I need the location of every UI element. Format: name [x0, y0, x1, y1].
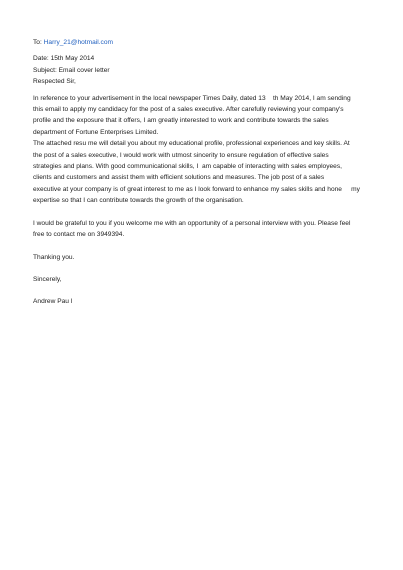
body-line: In reference to your advertisement in the local newspaper Times Daily, dated 13 th May 2014, I am sending	[33, 94, 351, 102]
body-line: strategies and plans. With good communicational skills, I am capable of interacting with sales employees,	[33, 163, 342, 171]
closing-line: Sincerely,	[33, 275, 62, 283]
signature: Andrew Pau l	[33, 298, 73, 306]
subject-line: Subject: Email cover letter	[33, 66, 110, 74]
body-line: executive at your company is of great interest to me as I look forward to enhance my sales skills and hone my	[33, 185, 360, 193]
body-line: department of Fortune Enterprises Limited.	[33, 128, 159, 136]
body-line: The attached resu me will detail you about my educational profile, professional experiences and key skills. At	[33, 140, 350, 148]
to-label: To:	[33, 39, 42, 46]
body-line: the post of a sales executive, I would work with utmost sincerity to ensure regulation of effective sales	[33, 151, 329, 159]
body-line: profile and the exposure that it offers, I am greatly interested to work and contribute towards the sales	[33, 117, 329, 125]
date-line: Date: 15th May 2014	[33, 55, 95, 63]
recipient-email-link[interactable]: Harry_21@hotmail.com	[43, 39, 113, 46]
body-line: I would be grateful to you if you welcome me with an opportunity of a personal interview with you. Please feel	[33, 219, 351, 227]
body-line: expertise so that I can contribute towards the growth of the organisation.	[33, 197, 244, 205]
body-line: this email to apply my candidacy for the post of a sales executive. After carefully reviewing your company's	[33, 106, 344, 114]
body-line: free to contact me on 3949394.	[33, 231, 125, 239]
recipient-line	[33, 37, 373, 48]
body-paragraph-2	[33, 218, 373, 241]
body-paragraph-1	[33, 93, 373, 207]
salutation: Respected Sir,	[33, 78, 76, 86]
thanks-line: Thanking you.	[33, 253, 75, 261]
body-line: clients and customers and assist them with efficient solutions and measures. The job post of a sales	[33, 174, 325, 182]
